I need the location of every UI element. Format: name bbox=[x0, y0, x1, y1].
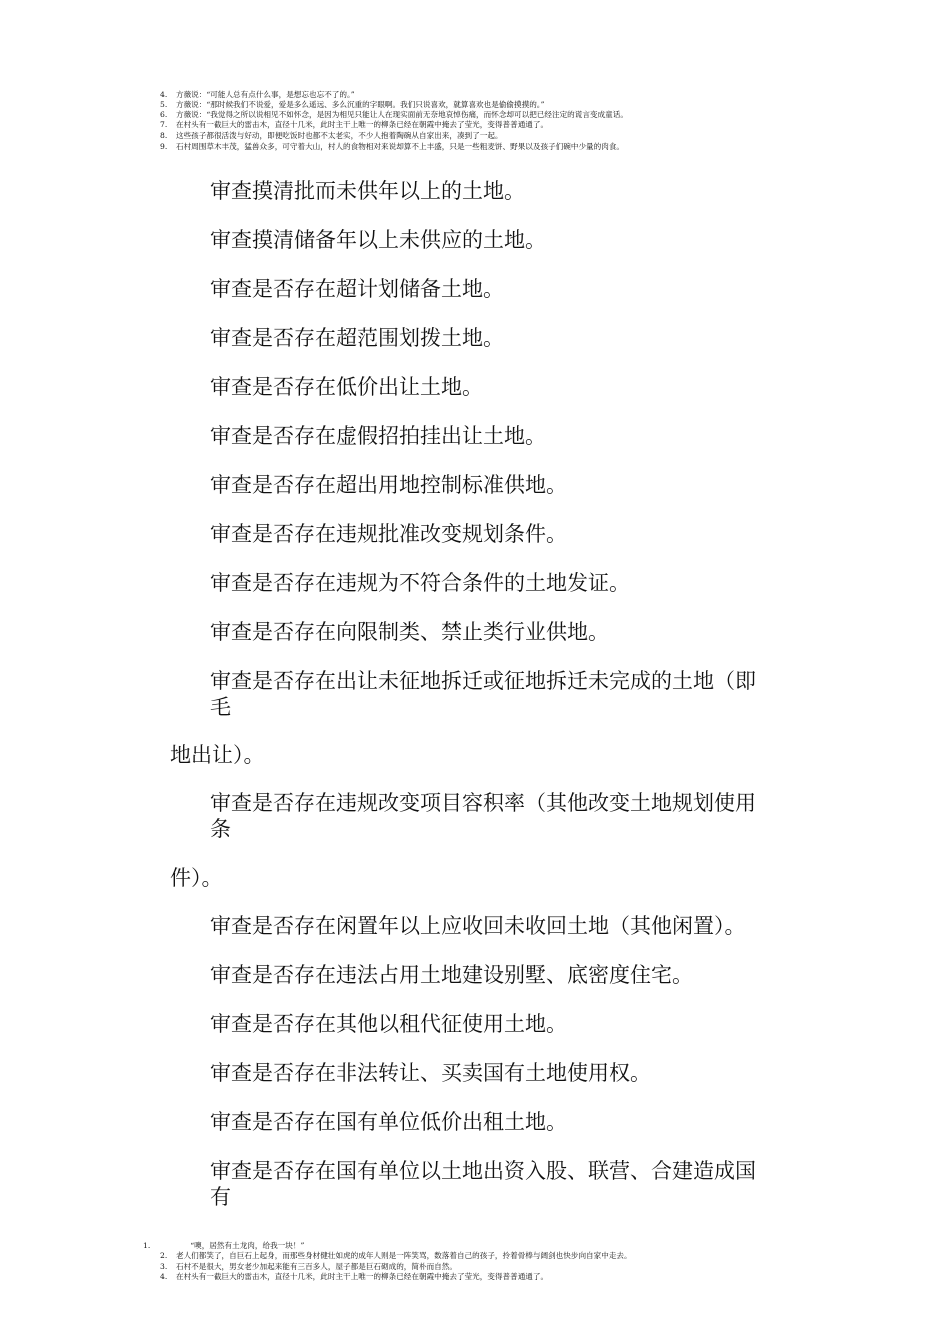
body-line: 审查是否存在低价出让土地。 bbox=[210, 375, 483, 399]
body-line: 审查是否存在违规批准改变规划条件。 bbox=[210, 522, 567, 546]
body-line: 审查是否存在国有单位低价出租土地。 bbox=[210, 1110, 567, 1134]
body-line: 条 bbox=[210, 817, 231, 841]
bottom-note: 1. “噢，居然有土龙肉，给我一块！” bbox=[143, 1241, 305, 1250]
top-note: 9. 石村周围草木丰茂，猛兽众多，可守着大山，村人的食物相对来说却算不上丰盛，只是一些粗麦饼、野果以及孩子们碗中少量的肉食。 bbox=[160, 142, 625, 151]
top-note: 7. 在村头有一截巨大的雷击木，直径十几米，此时主干上唯一的柳条已经在朝霞中掩去了莹光，变得普普通通了。 bbox=[160, 120, 549, 129]
body-line-continued: 地出让）。 bbox=[170, 743, 265, 767]
body-line: 审查摸清批而未供年以上的土地。 bbox=[210, 179, 525, 203]
body-line: 审查是否存在违规改变项目容积率（其他改变土地规划使用 bbox=[210, 791, 756, 815]
top-note: 8. 这些孩子都很活泼与好动，即便吃饭时也都不太老实，不少人抱着陶碗从自家出来，凑到了一起。 bbox=[160, 131, 503, 140]
top-note: 5. 方薇说：“那时候我们不说爱，爱是多么遥远、多么沉重的字眼啊。我们只说喜欢，就算喜欢也是偷偷摸摸的。” bbox=[160, 100, 545, 109]
body-line: 审查是否存在闲置年以上应收回未收回土地（其他闲置）。 bbox=[210, 914, 746, 938]
body-line: 审查是否存在国有单位以土地出资入股、联营、合建造成国 bbox=[210, 1159, 756, 1183]
bottom-note: 2. 老人们都笑了，自巨石上起身，而那些身材健壮如虎的成年人则是一阵笑骂，数落着自己的孩子，拎着骨棒与阔剑也快步向自家中走去。 bbox=[160, 1251, 632, 1260]
body-line: 审查是否存在向限制类、禁止类行业供地。 bbox=[210, 620, 609, 644]
body-line: 审查是否存在超计划储备土地。 bbox=[210, 277, 504, 301]
body-line: 有 bbox=[210, 1185, 231, 1209]
body-line: 审查是否存在虚假招拍挂出让土地。 bbox=[210, 424, 546, 448]
body-line: 审查是否存在超范围划拨土地。 bbox=[210, 326, 504, 350]
bottom-note: 3. 石村不是很大，男女老少加起来能有三百多人，屋子都是巨石砌成的，简朴而自然。 bbox=[160, 1262, 457, 1271]
body-line: 审查摸清储备年以上未供应的土地。 bbox=[210, 228, 546, 252]
top-note: 4. 方薇说：“可能人总有点什么事，是想忘也忘不了的。” bbox=[160, 90, 355, 99]
body-line: 审查是否存在违法占用土地建设别墅、底密度住宅。 bbox=[210, 963, 693, 987]
body-line: 审查是否存在其他以租代征使用土地。 bbox=[210, 1012, 567, 1036]
body-line: 毛 bbox=[210, 695, 231, 719]
bottom-note: 4. 在村头有一截巨大的雷击木，直径十几米，此时主干上唯一的柳条已经在朝霞中掩去了莹光，变得普普通通了。 bbox=[160, 1272, 549, 1281]
body-line: 审查是否存在出让未征地拆迁或征地拆迁未完成的土地（即 bbox=[210, 669, 756, 693]
body-line: 审查是否存在违规为不符合条件的土地发证。 bbox=[210, 571, 630, 595]
body-line: 审查是否存在超出用地控制标准供地。 bbox=[210, 473, 567, 497]
body-line: 审查是否存在非法转让、买卖国有土地使用权。 bbox=[210, 1061, 651, 1085]
top-note: 6. 方薇说：“我觉得之所以说相见不如怀念，是因为相见只能让人在现实面前无奈地哀悼伤痛，而怀念却可以把已经注定的谎言变成童话。 bbox=[160, 110, 628, 119]
body-line-continued: 件）。 bbox=[170, 866, 223, 890]
